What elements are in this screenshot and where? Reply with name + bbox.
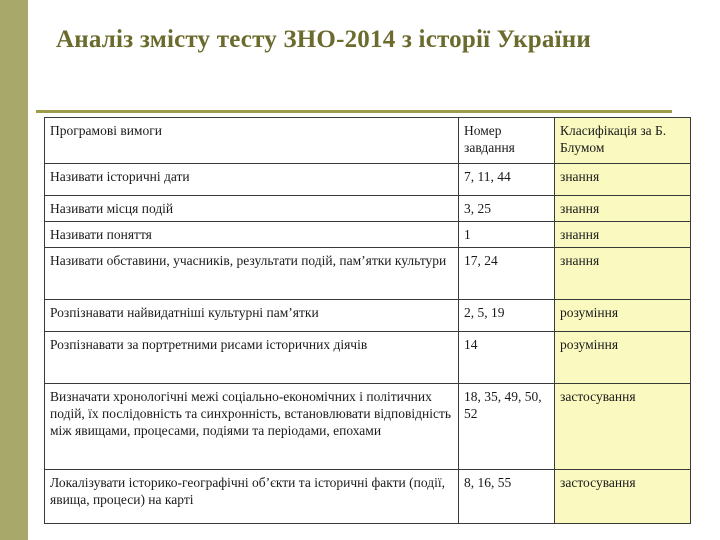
requirement-cell: Локалізувати історико-географічні об’єкти та історичні факти (події, явища, процеси) на карті xyxy=(45,470,459,524)
table-row xyxy=(45,470,691,524)
requirement-cell: Розпізнавати найвидатніші культурні пам’ятки xyxy=(45,300,459,332)
requirement-cell: Називати поняття xyxy=(45,222,459,248)
header-task-number: Номер завдання xyxy=(459,118,555,164)
classification-cell: застосування xyxy=(555,470,691,524)
header-requirements: Програмові вимоги xyxy=(45,118,459,164)
table-row xyxy=(45,164,691,196)
table-row xyxy=(45,384,691,470)
task-number-cell: 7, 11, 44 xyxy=(459,164,555,196)
task-number-cell: 3, 25 xyxy=(459,196,555,222)
classification-cell: знання xyxy=(555,222,691,248)
decorative-sidebar xyxy=(0,0,28,540)
requirement-cell: Називати обставини, учасників, результати подій, пам’ятки культури xyxy=(45,248,459,300)
classification-cell: розуміння xyxy=(555,332,691,384)
requirement-cell: Називати місця подій xyxy=(45,196,459,222)
table-row xyxy=(45,300,691,332)
title-divider xyxy=(36,110,672,113)
classification-cell: знання xyxy=(555,164,691,196)
requirement-cell: Розпізнавати за портретними рисами історичних діячів xyxy=(45,332,459,384)
task-number-cell: 2, 5, 19 xyxy=(459,300,555,332)
classification-cell: застосування xyxy=(555,384,691,470)
requirements-table xyxy=(44,117,691,524)
table-row xyxy=(45,222,691,248)
classification-cell: знання xyxy=(555,248,691,300)
task-number-cell: 18, 35, 49, 50, 52 xyxy=(459,384,555,470)
task-number-cell: 17, 24 xyxy=(459,248,555,300)
requirement-cell: Називати історичні дати xyxy=(45,164,459,196)
classification-cell: розуміння xyxy=(555,300,691,332)
table-row xyxy=(45,196,691,222)
classification-cell: знання xyxy=(555,196,691,222)
header-bloom-classification: Класифікація за Б. Блумом xyxy=(555,118,691,164)
table-row xyxy=(45,248,691,300)
table-row xyxy=(45,332,691,384)
table-header-row xyxy=(45,118,691,164)
task-number-cell: 14 xyxy=(459,332,555,384)
requirement-cell: Визначати хронологічні межі соціально-економічних і політичних подій, їх послідовність та синхронність, встановлювати відповідність між явищами, процесами, подіями та періодами, епохами xyxy=(45,384,459,470)
slide-title: Аналіз змісту тесту ЗНО-2014 з історії України xyxy=(56,26,591,53)
task-number-cell: 1 xyxy=(459,222,555,248)
task-number-cell: 8, 16, 55 xyxy=(459,470,555,524)
